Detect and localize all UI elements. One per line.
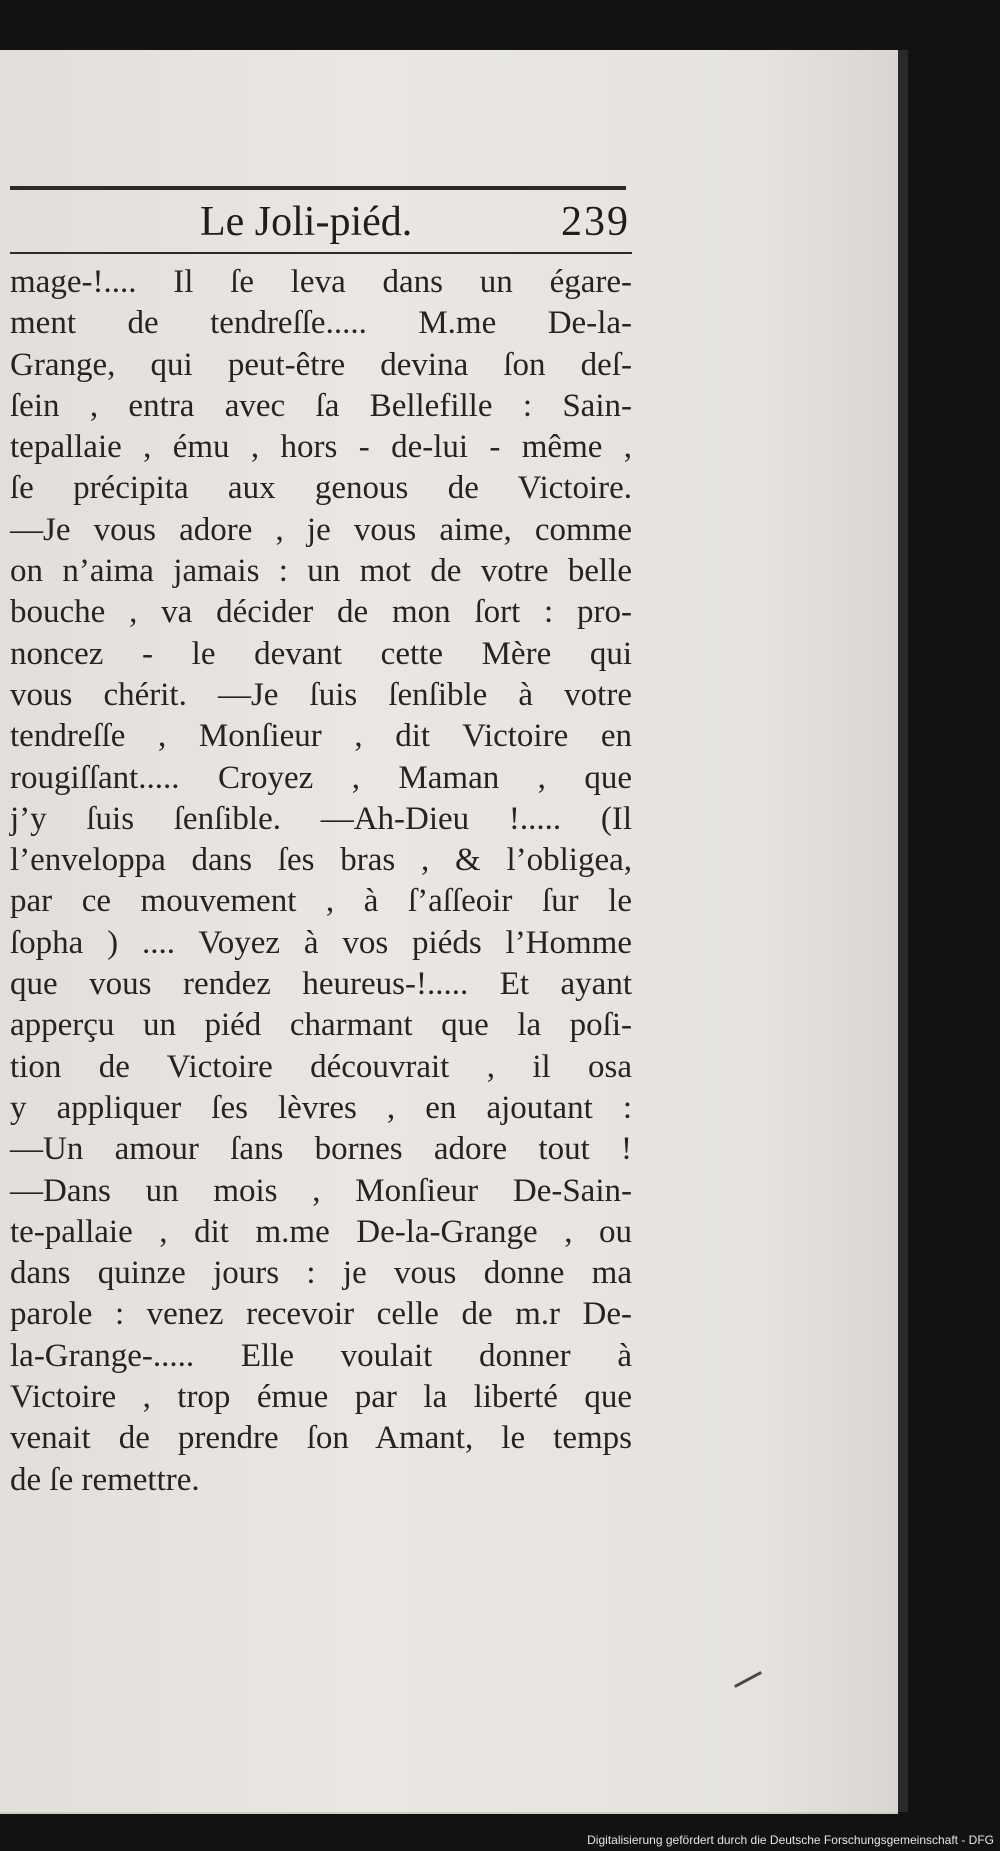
- text-line: bouche , va décider de mon ſort : pro-: [10, 594, 632, 631]
- text-line: ſein , entra avec ſa Bellefille : Sain-: [10, 387, 632, 424]
- text-line: dans quinze jours : je vous donne ma: [10, 1255, 632, 1292]
- text-line: l’enveloppa dans ſes bras , & l’obligea,: [10, 842, 632, 879]
- text-line: ment de tendreſſe..... M.me De-la-: [10, 305, 632, 342]
- text-line: parole : venez recevoir celle de m.r De-: [10, 1296, 632, 1333]
- text-line: vous chérit. —Je ſuis ſenſible à votre: [10, 676, 632, 713]
- text-line: ſopha ) .... Voyez à vos piéds l’Homme: [10, 924, 632, 961]
- text-line: mage-!.... Il ſe leva dans un égare-: [10, 264, 632, 300]
- running-title: Le Joli-piéd.: [200, 199, 413, 245]
- header-top-rule: [10, 186, 626, 190]
- text-line: noncez - le devant cette Mère qui: [10, 635, 632, 672]
- text-line: par ce mouvement , à ſ’aſſeoir ſur le: [10, 883, 632, 920]
- text-line: tendreſſe , Monſieur , dit Victoire en: [10, 718, 632, 755]
- header-bottom-rule: [10, 252, 632, 254]
- digitization-credit: Digitalisierung gefördert durch die Deutsche Forschungsgemeinschaft - DFG: [587, 1833, 994, 1847]
- text-line: te-pallaie , dit m.me De-la-Grange , ou: [10, 1213, 632, 1250]
- text-line: rougiſſant..... Croyez , Maman , que: [10, 759, 632, 796]
- page-edge-shadow: [898, 50, 908, 1812]
- text-line: —Un amour ſans bornes adore tout !: [10, 1131, 632, 1168]
- text-line: on n’aima jamais : un mot de votre belle: [10, 553, 632, 590]
- text-line: venait de prendre ſon Amant, le temps: [10, 1420, 632, 1457]
- text-line: y appliquer ſes lèvres , en ajoutant :: [10, 1089, 632, 1126]
- page-number: 239: [561, 199, 630, 245]
- text-line: apperçu un piéd charmant que la poſi-: [10, 1007, 632, 1044]
- text-line: j’y ſuis ſenſible. —Ah-Dieu !..... (Il: [10, 800, 632, 837]
- text-line: —Dans un mois , Monſieur De-Sain-: [10, 1172, 632, 1209]
- text-line: tion de Victoire découvrait , il osa: [10, 1048, 632, 1085]
- text-line: de ſe remettre.: [10, 1461, 200, 1498]
- running-header: [10, 198, 630, 248]
- body-text: [10, 262, 632, 1501]
- text-line: tepallaie , ému , hors - de-lui - même ,: [10, 429, 632, 466]
- text-line: Victoire , trop émue par la liberté que: [10, 1379, 632, 1416]
- text-line: que vous rendez heureus-!..... Et ayant: [10, 966, 632, 1003]
- text-line: ſe précipita aux genous de Victoire.: [10, 470, 632, 507]
- text-line: la-Grange-..... Elle voulait donner à: [10, 1337, 632, 1374]
- text-line: Grange, qui peut-être devina ſon deſ-: [10, 346, 632, 383]
- text-line: —Je vous adore , je vous aime, comme: [10, 511, 632, 548]
